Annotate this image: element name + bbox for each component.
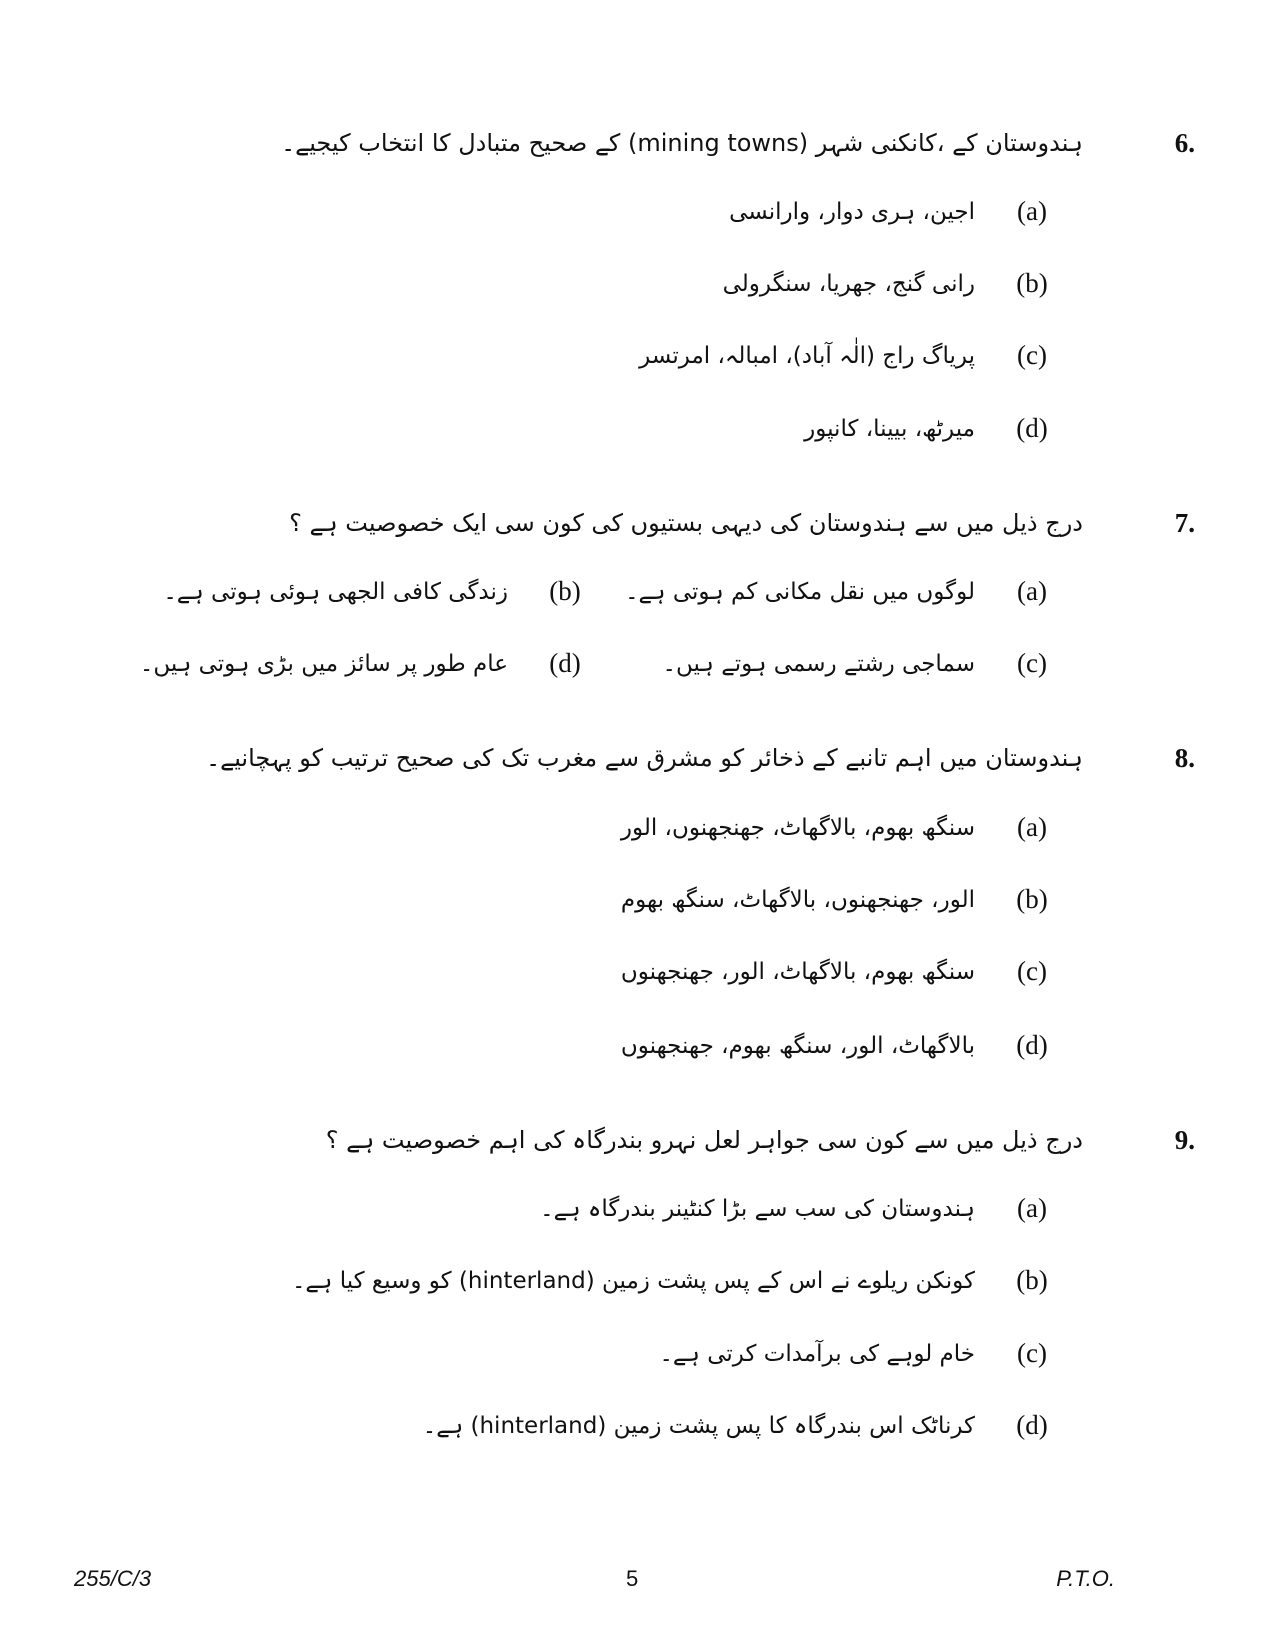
option-text: زندگی کافی الجھی ہوئی ہوتی ہے۔ [163,578,508,605]
option-text: رانی گنج، جھریا، سنگرولی [722,270,975,297]
option-label: (d) [1016,413,1048,443]
option-label: (a) [1017,812,1047,842]
option-label: (d) [1016,1410,1048,1440]
option-text: سنگھ بھوم، بالاگھاٹ، الور، جھنجھنوں [620,958,975,985]
option-label: (a) [1017,1193,1047,1223]
option-8c [621,956,1057,987]
option-text: میرٹھ، بیینا، کانپور [804,415,975,442]
question-8 [206,740,1195,776]
option-label: (b) [1016,268,1048,298]
option-label: (c) [1017,1338,1047,1368]
page-number: 5 [626,1566,639,1591]
option-9d [423,1410,1057,1441]
option-label: (b) [1016,884,1048,914]
question-number: 6. [1174,128,1195,158]
option-text: خام لوہے کی برآمدات کرتی ہے۔ [659,1340,975,1367]
paper-code: 255/C/3 [74,1566,152,1591]
option-label: (b) [549,576,581,606]
option-label: (c) [1017,648,1047,678]
question-6 [281,125,1195,161]
question-9 [326,1122,1195,1158]
option-7d [140,648,590,679]
option-text: سماجی رشتے رسمی ہوتے ہیں۔ [662,650,975,677]
option-text: سنگھ بھوم، بالاگھاٹ، جھنجھنوں، الور [620,814,975,841]
option-8d [621,1030,1057,1061]
option-8a [621,812,1057,843]
option-text: الور، جھنجھنوں، بالاگھاٹ، سنگھ بھوم [620,886,975,913]
option-text: ہندوستان کی سب سے بڑا کنٹینر بندرگاہ ہے۔ [540,1195,975,1222]
option-text: کرناٹک اس بندرگاہ کا پس پشت زمین (hinterland) ہے۔ [422,1412,975,1439]
pto-label: P.T.O. [1056,1566,1115,1591]
option-text: پریاگ راج (الٰہ آباد)، امبالہ، امرتسر [639,342,975,369]
option-label: (a) [1017,196,1047,226]
option-text: بالاگھاٹ، الور، سنگھ بھوم، جھنجھنوں [620,1032,975,1059]
option-6a [729,196,1057,227]
option-label: (d) [1016,1030,1048,1060]
option-9a [540,1193,1057,1224]
option-7b [163,576,590,607]
question-number: 7. [1174,508,1195,538]
option-7c [663,648,1058,679]
option-label: (b) [1016,1265,1048,1295]
question-number: 9. [1174,1125,1195,1155]
option-6d [804,413,1057,444]
question-number: 8. [1174,743,1195,773]
option-text: عام طور پر سائز میں بڑی ہوتی ہیں۔ [139,650,508,677]
option-8b [621,884,1057,915]
option-6c [639,340,1057,371]
option-label: (d) [549,648,581,678]
option-text: لوگوں میں نقل مکانی کم ہوتی ہے۔ [625,578,975,605]
option-label: (c) [1017,956,1047,986]
option-7a [625,576,1057,607]
option-9b [292,1265,1057,1296]
option-label: (c) [1017,340,1047,370]
option-text: اجین، ہری دوار، وارانسی [729,198,975,225]
question-7 [289,505,1195,541]
question-text: ہندوستان کے ،کانکنی شہر (mining towns) کے صحیح متبادل کا انتخاب کیجیے۔ [281,129,1083,157]
option-label: (a) [1017,576,1047,606]
option-9c [659,1338,1057,1369]
option-text: کونکن ریلوے نے اس کے پس پشت زمین (hinterland) کو وسیع کیا ہے۔ [291,1267,975,1294]
question-text: درج ذیل میں سے ہندوستان کی دیہی بستیوں کی کون سی ایک خصوصیت ہے ؟ [289,509,1083,537]
question-text: درج ذیل میں سے کون سی جواہر لعل نہرو بندرگاہ کی اہم خصوصیت ہے ؟ [325,1126,1083,1154]
question-text: ہندوستان میں اہم تانبے کے ذخائر کو مشرق سے مغرب تک کی صحیح ترتیب کو پہچانیے۔ [206,744,1083,772]
option-6b [723,268,1057,299]
